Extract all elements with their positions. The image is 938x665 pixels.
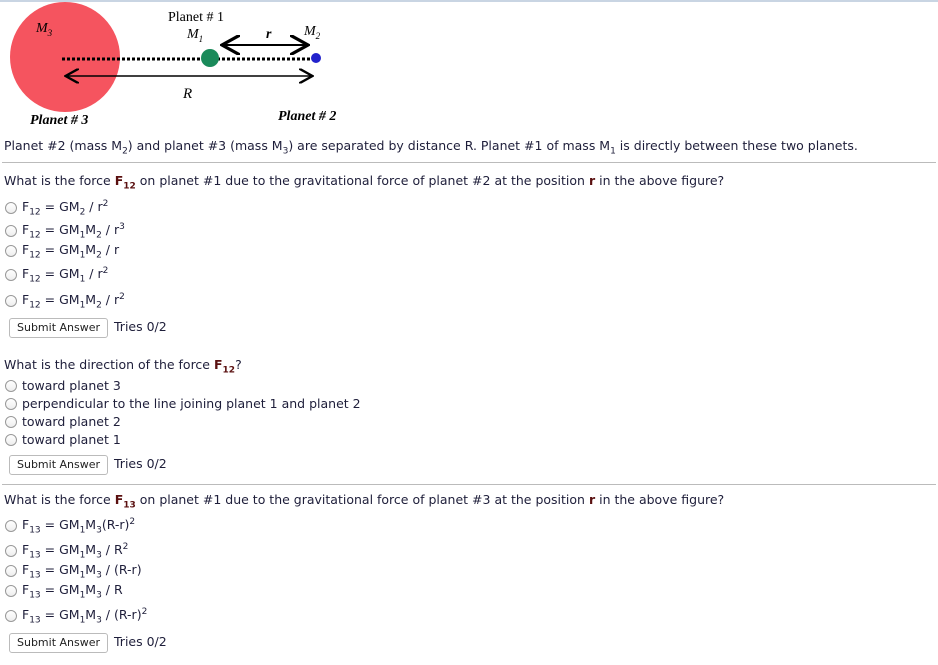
- option-label: [22, 292, 125, 311]
- text-segment: 1: [79, 274, 86, 285]
- text-segment: M: [85, 222, 97, 238]
- text-segment: / r: [101, 222, 120, 238]
- planet-3: [10, 2, 120, 112]
- text-segment: M: [85, 582, 97, 597]
- text-segment: 2: [119, 292, 125, 302]
- text-segment: 1: [79, 615, 86, 626]
- text-segment: = GM: [40, 222, 80, 238]
- option-label: [22, 414, 121, 429]
- radio-button[interactable]: [5, 398, 17, 410]
- text-segment: What is the force: [4, 492, 115, 507]
- m1-text: M: [187, 27, 199, 42]
- radio-button[interactable]: [5, 380, 17, 392]
- radio-button[interactable]: [5, 585, 17, 597]
- planet1-label: Planet # 1: [168, 10, 224, 25]
- text-segment: = GM: [40, 292, 80, 308]
- radio-button[interactable]: [5, 610, 17, 622]
- text-segment: 1: [79, 550, 86, 561]
- text-segment: = GM: [40, 542, 80, 558]
- answer-option[interactable]: [5, 266, 108, 285]
- text-segment: 2: [96, 300, 102, 311]
- R-label: R: [183, 86, 193, 102]
- answer-option[interactable]: [5, 396, 361, 411]
- question-prompt: [4, 173, 724, 192]
- text-segment: F: [22, 607, 30, 623]
- option-label: [22, 432, 121, 447]
- radio-button[interactable]: [5, 416, 17, 428]
- option-label: [22, 542, 128, 561]
- text-segment: 1: [79, 525, 86, 536]
- option-label: [22, 266, 108, 285]
- text-segment: 12: [29, 230, 41, 241]
- text-segment: M: [85, 242, 97, 257]
- tries-counter: Tries 0/2: [114, 456, 167, 471]
- submit-answer-button[interactable]: Submit Answer: [9, 455, 108, 475]
- text-segment: F: [22, 199, 30, 215]
- option-label: [22, 582, 123, 601]
- text-segment: 2: [96, 230, 102, 241]
- option-label: [22, 199, 108, 218]
- submit-answer-button[interactable]: Submit Answer: [9, 318, 108, 338]
- text-segment: 1: [79, 570, 86, 581]
- text-segment: 3: [119, 222, 125, 232]
- text-segment: M: [85, 292, 97, 308]
- text-segment: 3: [96, 550, 102, 561]
- text-segment: toward planet 1: [22, 432, 121, 447]
- radio-button[interactable]: [5, 269, 17, 281]
- planet-1: [201, 49, 219, 67]
- text-segment: = GM: [40, 242, 80, 257]
- text-segment: 3: [282, 146, 289, 157]
- text-segment: on planet #1 due to the gravitational force of planet #2 at the position: [135, 173, 589, 188]
- text-segment: 13: [29, 525, 41, 536]
- m2-sub: 2: [315, 30, 321, 41]
- text-segment: M: [85, 517, 97, 533]
- text-segment: in the above figure?: [595, 492, 725, 507]
- text-segment: 2: [122, 542, 129, 552]
- radio-button[interactable]: [5, 545, 17, 557]
- text-segment: / (R-r): [101, 562, 142, 577]
- m2-text: M: [304, 24, 316, 39]
- text-segment: is directly between these two planets.: [615, 138, 858, 153]
- text-segment: 2: [79, 207, 86, 218]
- text-segment: 3: [96, 525, 102, 536]
- text-segment: 13: [29, 615, 41, 626]
- text-segment: 12: [29, 250, 41, 261]
- text-segment: toward planet 2: [22, 414, 121, 429]
- option-label: [22, 562, 142, 581]
- text-segment: F: [22, 582, 30, 597]
- text-segment: F: [22, 292, 30, 308]
- text-segment: / r: [101, 242, 120, 257]
- radio-button[interactable]: [5, 225, 17, 237]
- text-segment: 1: [79, 230, 86, 241]
- answer-option[interactable]: [5, 542, 128, 561]
- text-segment: 1: [610, 146, 616, 157]
- text-segment: 12: [29, 300, 41, 311]
- text-segment: 2: [96, 250, 102, 261]
- text-segment: M: [85, 542, 97, 558]
- text-segment: 3: [96, 615, 102, 626]
- radio-button[interactable]: [5, 565, 17, 577]
- text-segment: 2: [129, 517, 136, 527]
- answer-option[interactable]: [5, 242, 119, 261]
- text-segment: F: [22, 266, 30, 282]
- text-segment: F: [22, 242, 30, 257]
- answer-option[interactable]: [5, 432, 121, 447]
- text-segment: M: [85, 607, 97, 623]
- text-segment: 12: [29, 274, 41, 285]
- text-segment: r: [588, 492, 596, 507]
- divider: [2, 484, 936, 485]
- tries-counter: Tries 0/2: [114, 634, 167, 649]
- text-segment: = GM: [40, 607, 80, 623]
- text-segment: 13: [123, 500, 136, 511]
- text-segment: 2: [102, 266, 109, 276]
- text-segment: 12: [29, 207, 41, 218]
- m3-sub: 3: [47, 27, 53, 38]
- option-label: [22, 378, 121, 393]
- radio-button[interactable]: [5, 295, 17, 307]
- text-segment: 2: [102, 199, 109, 209]
- submit-answer-button[interactable]: Submit Answer: [9, 633, 108, 653]
- text-segment: What is the force: [4, 173, 115, 188]
- text-segment: / R: [101, 542, 123, 558]
- answer-option[interactable]: [5, 517, 135, 536]
- answer-option[interactable]: [5, 378, 121, 393]
- text-segment: M: [85, 562, 97, 577]
- m3-label: [36, 21, 52, 38]
- text-segment: 2: [122, 146, 128, 157]
- option-label: [22, 607, 147, 626]
- text-segment: 1: [79, 300, 86, 311]
- text-segment: 2: [141, 607, 148, 617]
- text-segment: 12: [123, 181, 136, 192]
- text-segment: 3: [96, 570, 102, 581]
- text-segment: F: [22, 222, 30, 238]
- text-segment: = GM: [40, 582, 80, 597]
- text-segment: / R: [101, 582, 123, 597]
- planet2-label: Planet # 2: [278, 109, 337, 124]
- text-segment: (R-r): [101, 517, 130, 533]
- text-segment: 1: [79, 250, 86, 261]
- divider: [2, 162, 936, 163]
- answer-option[interactable]: [5, 562, 142, 581]
- answer-option[interactable]: [5, 199, 108, 218]
- text-segment: F: [114, 173, 124, 188]
- text-segment: = GM: [40, 266, 80, 282]
- planet3-label: Planet # 3: [30, 113, 89, 128]
- text-segment: What is the direction of the force: [4, 357, 214, 372]
- radio-button[interactable]: [5, 434, 17, 446]
- question-prompt: [4, 357, 242, 376]
- text-segment: / r: [85, 266, 103, 282]
- text-segment: F: [213, 357, 223, 372]
- m2-label: [304, 24, 320, 41]
- text-segment: 13: [29, 570, 41, 581]
- option-label: [22, 517, 135, 536]
- text-segment: 13: [29, 590, 41, 601]
- text-segment: / r: [85, 199, 103, 215]
- text-segment: F: [22, 517, 30, 533]
- r-label: r: [266, 27, 272, 42]
- text-segment: F: [114, 492, 124, 507]
- option-label: [22, 242, 119, 261]
- text-segment: 12: [222, 365, 236, 376]
- text-segment: 13: [29, 550, 41, 561]
- tries-counter: Tries 0/2: [114, 319, 167, 334]
- option-label: [22, 222, 125, 241]
- radio-button[interactable]: [5, 202, 17, 214]
- m3-text: M: [36, 21, 48, 36]
- question-prompt: [4, 492, 724, 511]
- answer-option[interactable]: [5, 582, 123, 601]
- text-segment: / (R-r): [101, 607, 142, 623]
- option-label: [22, 396, 361, 411]
- text-segment: r: [588, 173, 596, 188]
- m1-sub: 1: [198, 33, 204, 44]
- text-segment: ) are separated by distance R. Planet #1 of mass M: [288, 138, 611, 153]
- text-segment: Planet #2 (mass M: [4, 138, 123, 153]
- text-segment: = GM: [40, 199, 80, 215]
- text-segment: / r: [101, 292, 120, 308]
- text-segment: perpendicular to the line joining planet 1 and planet 2: [22, 396, 361, 411]
- text-segment: toward planet 3: [22, 378, 121, 393]
- answer-option[interactable]: [5, 607, 147, 626]
- m1-label: [187, 27, 203, 44]
- radio-button[interactable]: [5, 245, 17, 257]
- intro-text: [4, 138, 858, 157]
- text-segment: = GM: [40, 517, 80, 533]
- text-segment: 3: [96, 590, 102, 601]
- text-segment: in the above figure?: [595, 173, 725, 188]
- text-segment: 1: [79, 590, 86, 601]
- text-segment: ) and planet #3 (mass M: [127, 138, 283, 153]
- text-segment: F: [22, 542, 30, 558]
- planet-2: [311, 53, 321, 63]
- answer-option[interactable]: [5, 414, 121, 429]
- text-segment: F: [22, 562, 30, 577]
- text-segment: on planet #1 due to the gravitational force of planet #3 at the position: [135, 492, 589, 507]
- radio-button[interactable]: [5, 520, 17, 532]
- text-segment: ?: [235, 357, 242, 372]
- answer-option[interactable]: [5, 222, 125, 241]
- text-segment: = GM: [40, 562, 80, 577]
- answer-option[interactable]: [5, 292, 125, 311]
